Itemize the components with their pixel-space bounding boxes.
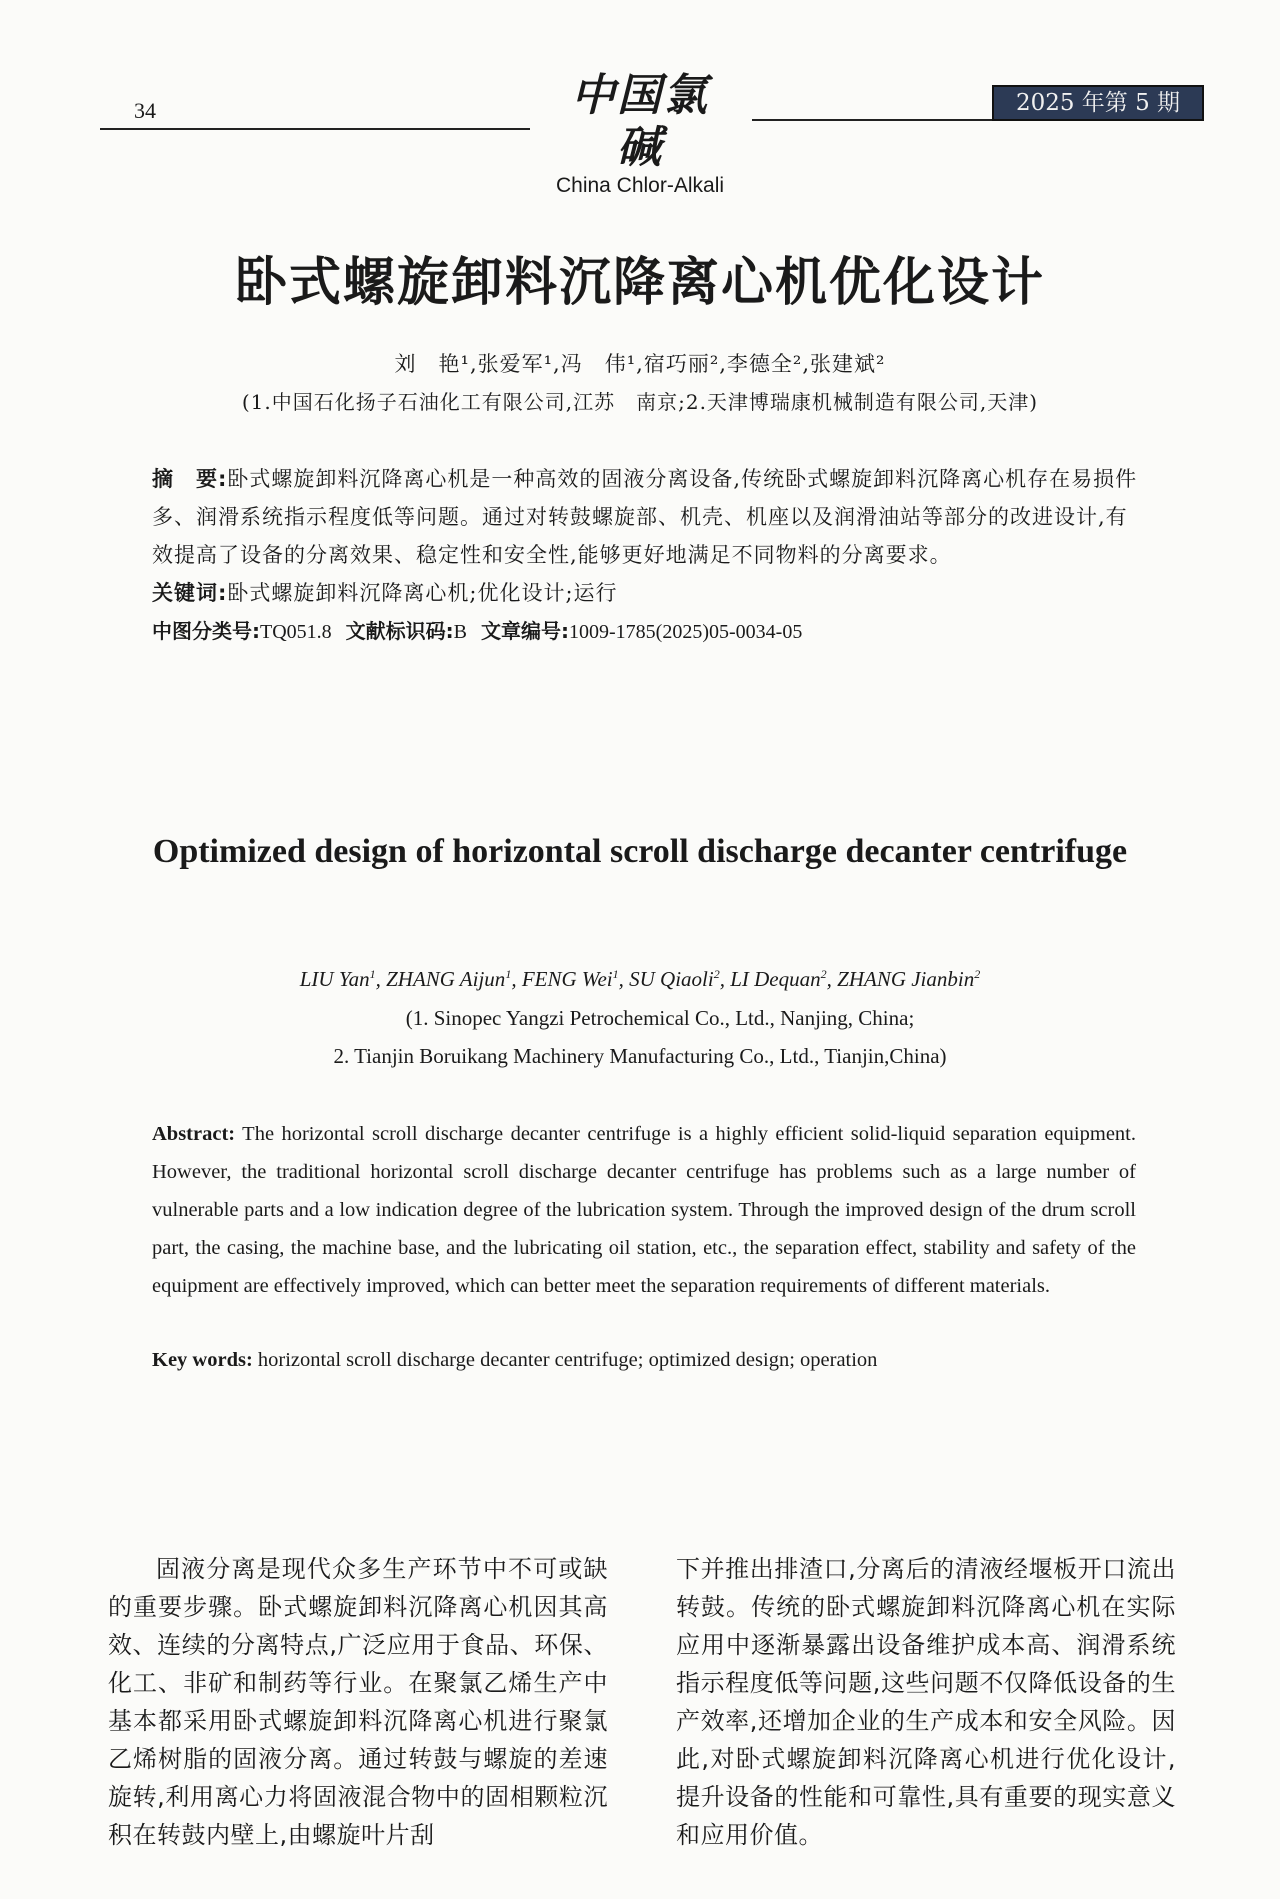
authors-cn: 刘 艳¹,张爱军¹,冯 伟¹,宿巧丽²,李德全²,张建斌²: [394, 352, 886, 376]
keywords-en-text: horizontal scroll discharge decanter centrifuge; optimized design; operation: [252, 1349, 878, 1371]
abstract-en-text: The horizontal scroll discharge decanter centrifuge is a highly efficient solid-liquid separation equipment. However, the traditional horizontal scroll discharge decanter centrifuge has problems such as a large number of vulnerable parts and a low indication degree of the lubrication system. Through the improved design of the drum scroll part, the casing, the machine base, and the lubricating oil station, etc., the separation effect, stability and safety of the equipment are effectively improved, which can better meet the separation requirements of different materials.: [152, 1123, 1136, 1297]
keywords-en-label: Key words:: [152, 1349, 253, 1371]
body-column-left: 固液分离是现代众多生产环节中不可或缺的重要步骤。卧式螺旋卸料沉降离心机因其高效、连续的分离特点,广泛应用于食品、环保、化工、非矿和制药等行业。在聚氯乙烯生产中基本都采用卧式螺旋卸料沉降离心机进行聚氯乙烯树脂的固液分离。通过转鼓与螺旋的差速旋转,利用离心力将固液混合物中的固相颗粒沉积在转鼓内壁上,由螺旋叶片刮: [108, 1555, 608, 1849]
abstract-cn-label: 摘 要:: [152, 467, 228, 491]
header-rule-left: [100, 128, 530, 130]
affiliation-en-1: (1. Sinopec Yangzi Petrochemical Co., Ltd., Nanjing, China;: [405, 1006, 915, 1030]
doc-code-value: B: [453, 621, 468, 643]
keywords-cn: [152, 576, 1144, 610]
clc-value: TQ051.8: [260, 621, 332, 643]
abstract-en: [152, 1115, 1136, 1305]
page-number: 34: [134, 98, 156, 123]
doc-code-label: 文献标识码:: [345, 619, 454, 643]
abstract-cn: [152, 460, 1144, 574]
classification-line: [152, 614, 1144, 649]
clc-label: 中图分类号:: [152, 619, 260, 643]
keywords-cn-text: 卧式螺旋卸料沉降离心机;优化设计;运行: [227, 581, 618, 605]
journal-logo: [555, 70, 725, 198]
body-column-right: 下并推出排渣口,分离后的清液经堰板开口流出转鼓。传统的卧式螺旋卸料沉降离心机在实际应用中逐渐暴露出设备维护成本高、润滑系统指示程度低等问题,这些问题不仅降低设备的生产效率,还增加企业的生产成本和安全风险。因此,对卧式螺旋卸料沉降离心机进行优化设计,提升设备的性能和可靠性,具有重要的现实意义和应用价值。: [676, 1555, 1176, 1849]
abstract-en-label: Abstract:: [152, 1123, 236, 1145]
author-en: SU Qiaoli$^2$: [629, 967, 720, 991]
journal-logo-en: China Chlor-Alkali: [555, 174, 725, 197]
authors-en: LIU Yan$^1$, ZHANG Aijun$^1$, FENG Wei$^1$, SU Qiaoli$^2$, LI Dequan$^2$, ZHANG Jianbin$^2$: [299, 967, 981, 991]
author-en: FENG Wei$^1$: [521, 967, 619, 991]
keywords-cn-label: 关键词:: [152, 581, 228, 605]
issue-badge: 2025 年第 5 期: [992, 85, 1204, 121]
affiliations-cn: (1.中国石化扬子石油化工有限公司,江苏 南京;2.天津博瑞康机械制造有限公司,天津): [241, 390, 1039, 414]
article-no-label: 文章编号:: [481, 619, 570, 643]
title-cn: 卧式螺旋卸料沉降离心机优化设计: [234, 252, 1045, 313]
journal-logo-cn: 中国氯碱: [571, 70, 709, 173]
title-en: Optimized design of horizontal scroll discharge decanter centrifuge: [152, 833, 1128, 870]
article-no-value: 1009-1785(2025)05-0034-05: [569, 621, 803, 643]
author-en: ZHANG Jianbin$^2$: [837, 967, 981, 991]
author-en: LI Dequan$^2$: [730, 967, 827, 991]
author-en: LIU Yan$^1$: [299, 967, 376, 991]
keywords-en: [152, 1342, 1136, 1378]
abstract-cn-text: 卧式螺旋卸料沉降离心机是一种高效的固液分离设备,传统卧式螺旋卸料沉降离心机存在易损件多、润滑系统指示程度低等问题。通过对转鼓螺旋部、机壳、机座以及润滑油站等部分的改进设计,有效提高了设备的分离效果、稳定性和安全性,能够更好地满足不同物料的分离要求。: [152, 467, 1138, 567]
author-en: ZHANG Aijun$^1$: [386, 967, 512, 991]
affiliation-en-2: 2. Tianjin Boruikang Machinery Manufacturing Co., Ltd., Tianjin,China): [333, 1044, 947, 1068]
